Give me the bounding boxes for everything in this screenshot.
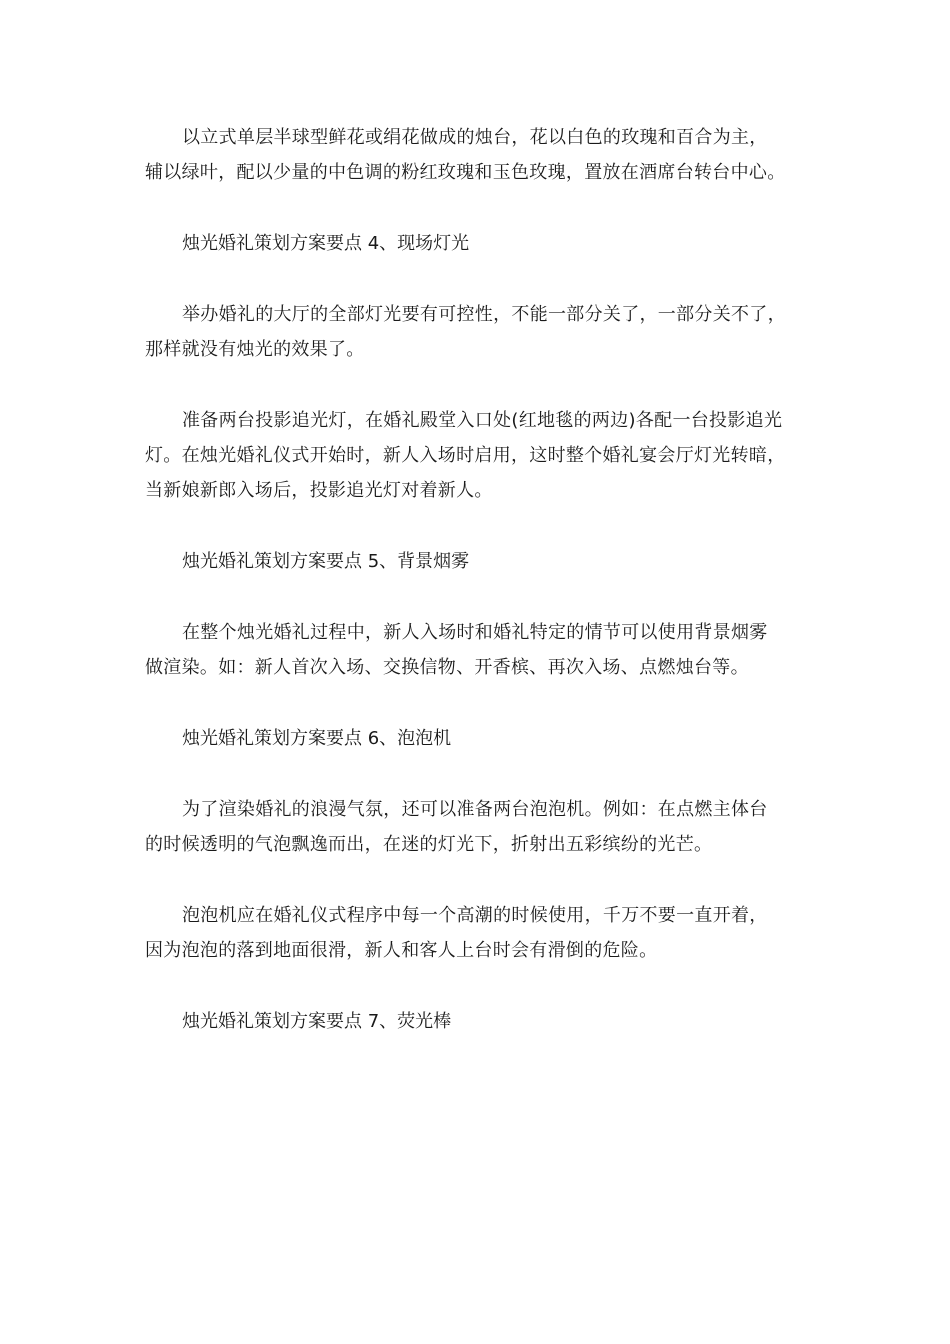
document-body (145, 120, 810, 1075)
paragraph-line: 做渲染。如：新人首次入场、交换信物、开香槟、再次入场、点燃烛台等。 (145, 657, 749, 678)
paragraph-bubble-safety (145, 898, 810, 968)
paragraph-spotlights (145, 403, 810, 508)
paragraph-line: 灯。在烛光婚礼仪式开始时，新人入场时启用，这时整个婚礼宴会厅灯光转暗， (145, 445, 786, 466)
paragraph-line: 以立式单层半球型鲜花或绢花做成的烛台，花以白色的玫瑰和百合为主， (182, 127, 768, 148)
paragraph-line: 举办婚礼的大厅的全部灯光要有可控性，不能一部分关了，一部分关不了， (182, 304, 786, 325)
paragraph-smoke (145, 615, 810, 685)
paragraph-line: 的时候透明的气泡飘逸而出，在迷的灯光下，折射出五彩缤纷的光芒。 (145, 834, 713, 855)
paragraph-line: 当新娘新郎入场后，投影追光灯对着新人。 (145, 480, 493, 501)
paragraph-line: 那样就没有烛光的效果了。 (145, 339, 365, 360)
paragraph-candle-stand (145, 120, 810, 190)
paragraph-line: 在整个烛光婚礼过程中，新人入场时和婚礼特定的情节可以使用背景烟雾 (182, 622, 768, 643)
paragraph-line: 准备两台投影追光灯，在婚礼殿堂入口处(红地毯的两边)各配一台投影追光 (182, 410, 783, 431)
section-heading-smoke: 烛光婚礼策划方案要点 5、背景烟雾 (182, 551, 470, 572)
paragraph-line: 泡泡机应在婚礼仪式程序中每一个高潮的时候使用，千万不要一直开着， (182, 905, 768, 926)
paragraph-bubble-atmosphere (145, 792, 810, 862)
paragraph-line: 辅以绿叶，配以少量的中色调的粉红玫瑰和玉色玫瑰，置放在酒席台转台中心。 (145, 162, 786, 183)
paragraph-line: 为了渲染婚礼的浪漫气氛，还可以准备两台泡泡机。例如：在点燃主体台 (182, 799, 768, 820)
paragraph-line: 因为泡泡的落到地面很滑，新人和客人上台时会有滑倒的危险。 (145, 940, 658, 961)
section-heading-lighting: 烛光婚礼策划方案要点 4、现场灯光 (182, 233, 470, 254)
section-heading-glow-sticks: 烛光婚礼策划方案要点 7、荧光棒 (182, 1011, 452, 1032)
paragraph-lighting-control (145, 297, 810, 367)
section-heading-bubble-machine: 烛光婚礼策划方案要点 6、泡泡机 (182, 728, 452, 749)
